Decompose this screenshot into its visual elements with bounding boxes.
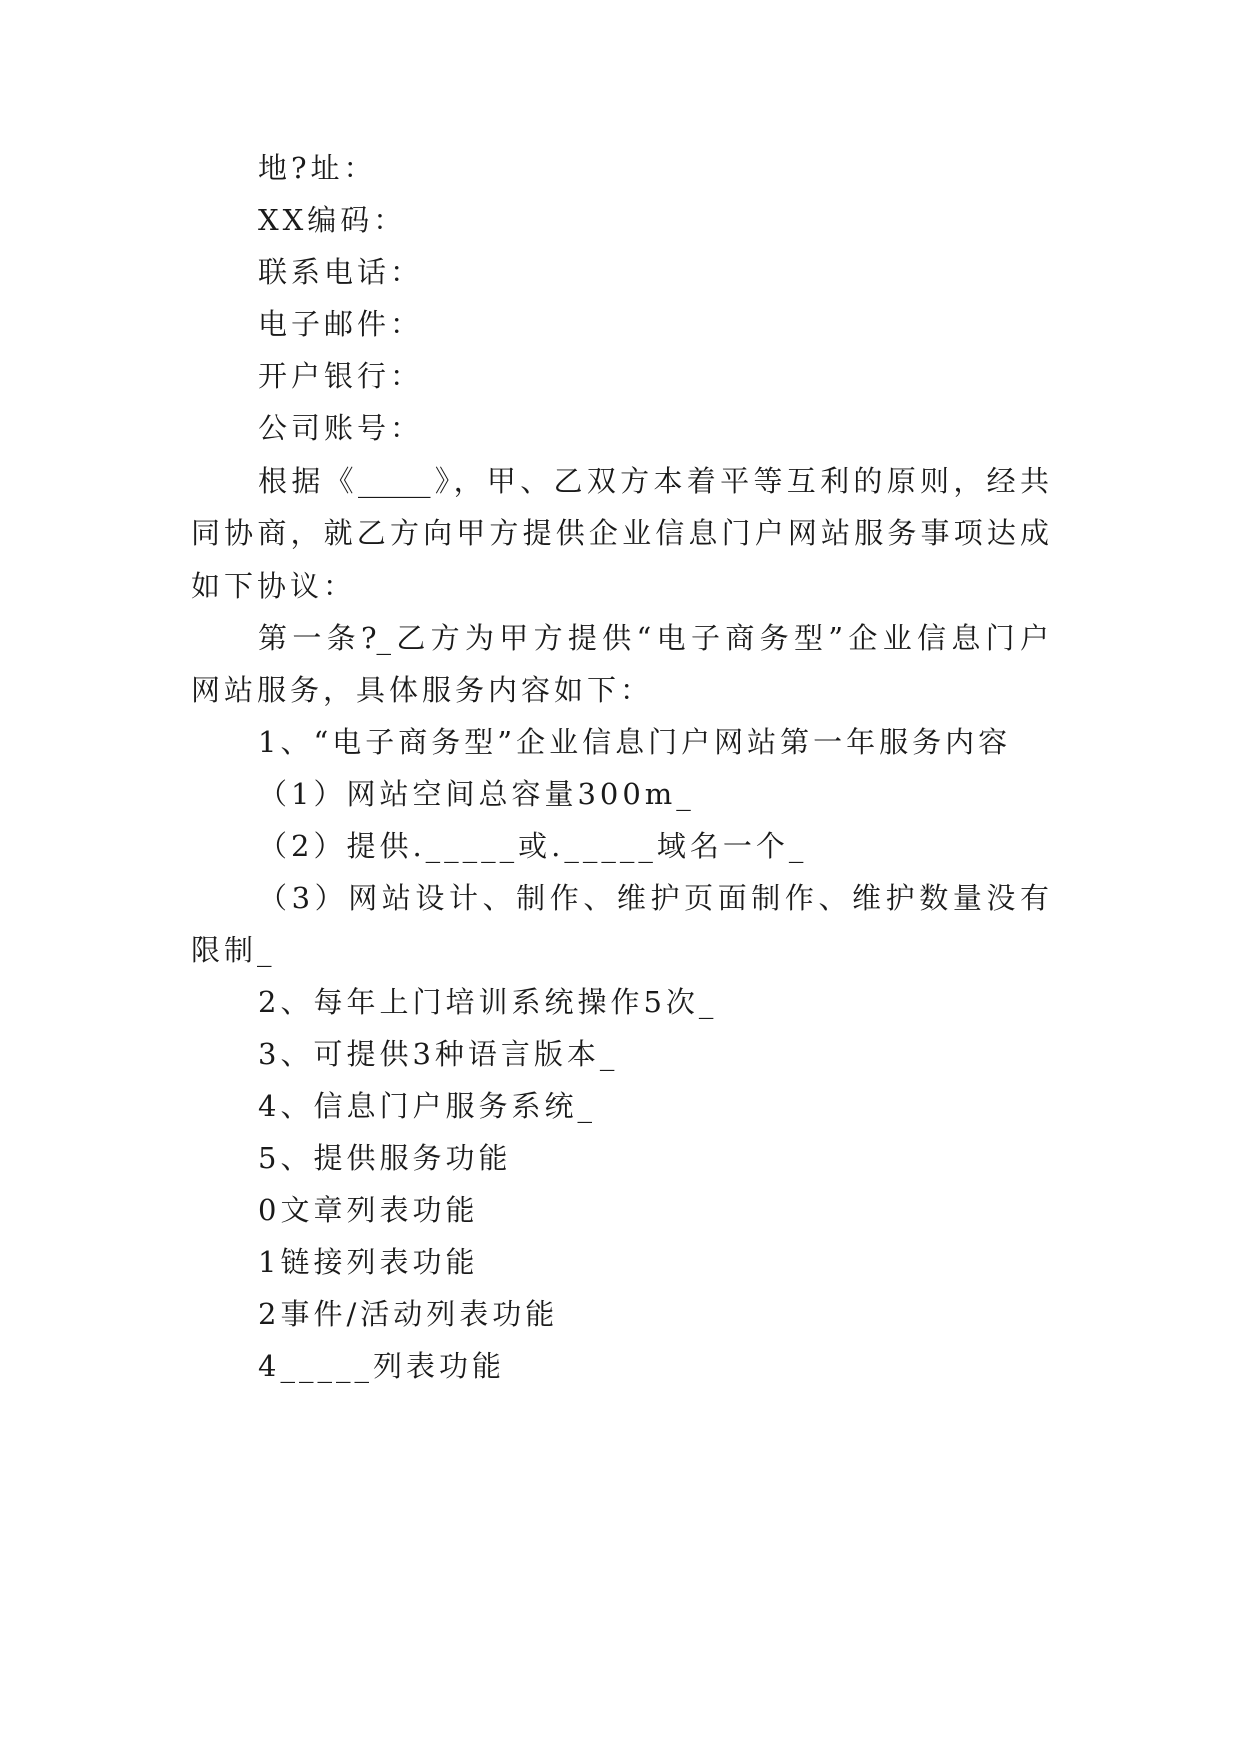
preamble-line-3: 如下协议： <box>191 569 357 603</box>
preamble-line-1: 根据《_____》，甲、乙双方本着平等互利的原则，经共 <box>258 464 1049 498</box>
feature-2: 2事件/活动列表功能 <box>258 1297 559 1331</box>
item-4: 4、信息门户服务系统_ <box>258 1089 596 1123</box>
article-one-line-2: 网站服务，具体服务内容如下： <box>191 673 654 707</box>
item-5: 5、提供服务功能 <box>258 1141 512 1175</box>
phone-label: 联系电话： <box>258 255 424 289</box>
feature-0: 0文章列表功能 <box>258 1193 479 1227</box>
postcode-label: XX编码： <box>258 203 407 237</box>
item-1-heading: 1、“电子商务型”企业信息门户网站第一年服务内容 <box>258 725 1012 759</box>
item-1-2: （2）提供._____或._____域名一个_ <box>258 829 808 863</box>
item-1-1: （1）网站空间总容量300m_ <box>258 777 695 811</box>
feature-1: 1链接列表功能 <box>258 1245 479 1279</box>
preamble-line-2: 同协商，就乙方向甲方提供企业信息门户网站服务事项达成 <box>191 516 1049 550</box>
item-1-3-line-2: 限制_ <box>191 933 276 967</box>
account-label: 公司账号： <box>258 411 424 445</box>
email-label: 电子邮件： <box>258 307 424 341</box>
address-label: 地?址： <box>258 151 377 185</box>
item-1-3-line-1: （3）网站设计、制作、维护页面制作、维护数量没有 <box>258 881 1049 915</box>
item-3: 3、可提供3种语言版本_ <box>258 1037 619 1071</box>
feature-4: 4_____列表功能 <box>258 1349 505 1383</box>
item-2: 2、每年上门培训系统操作5次_ <box>258 985 718 1019</box>
bank-label: 开户银行： <box>258 359 424 393</box>
article-one-line-1: 第一条?_乙方为甲方提供“电子商务型”企业信息门户 <box>258 621 1049 655</box>
